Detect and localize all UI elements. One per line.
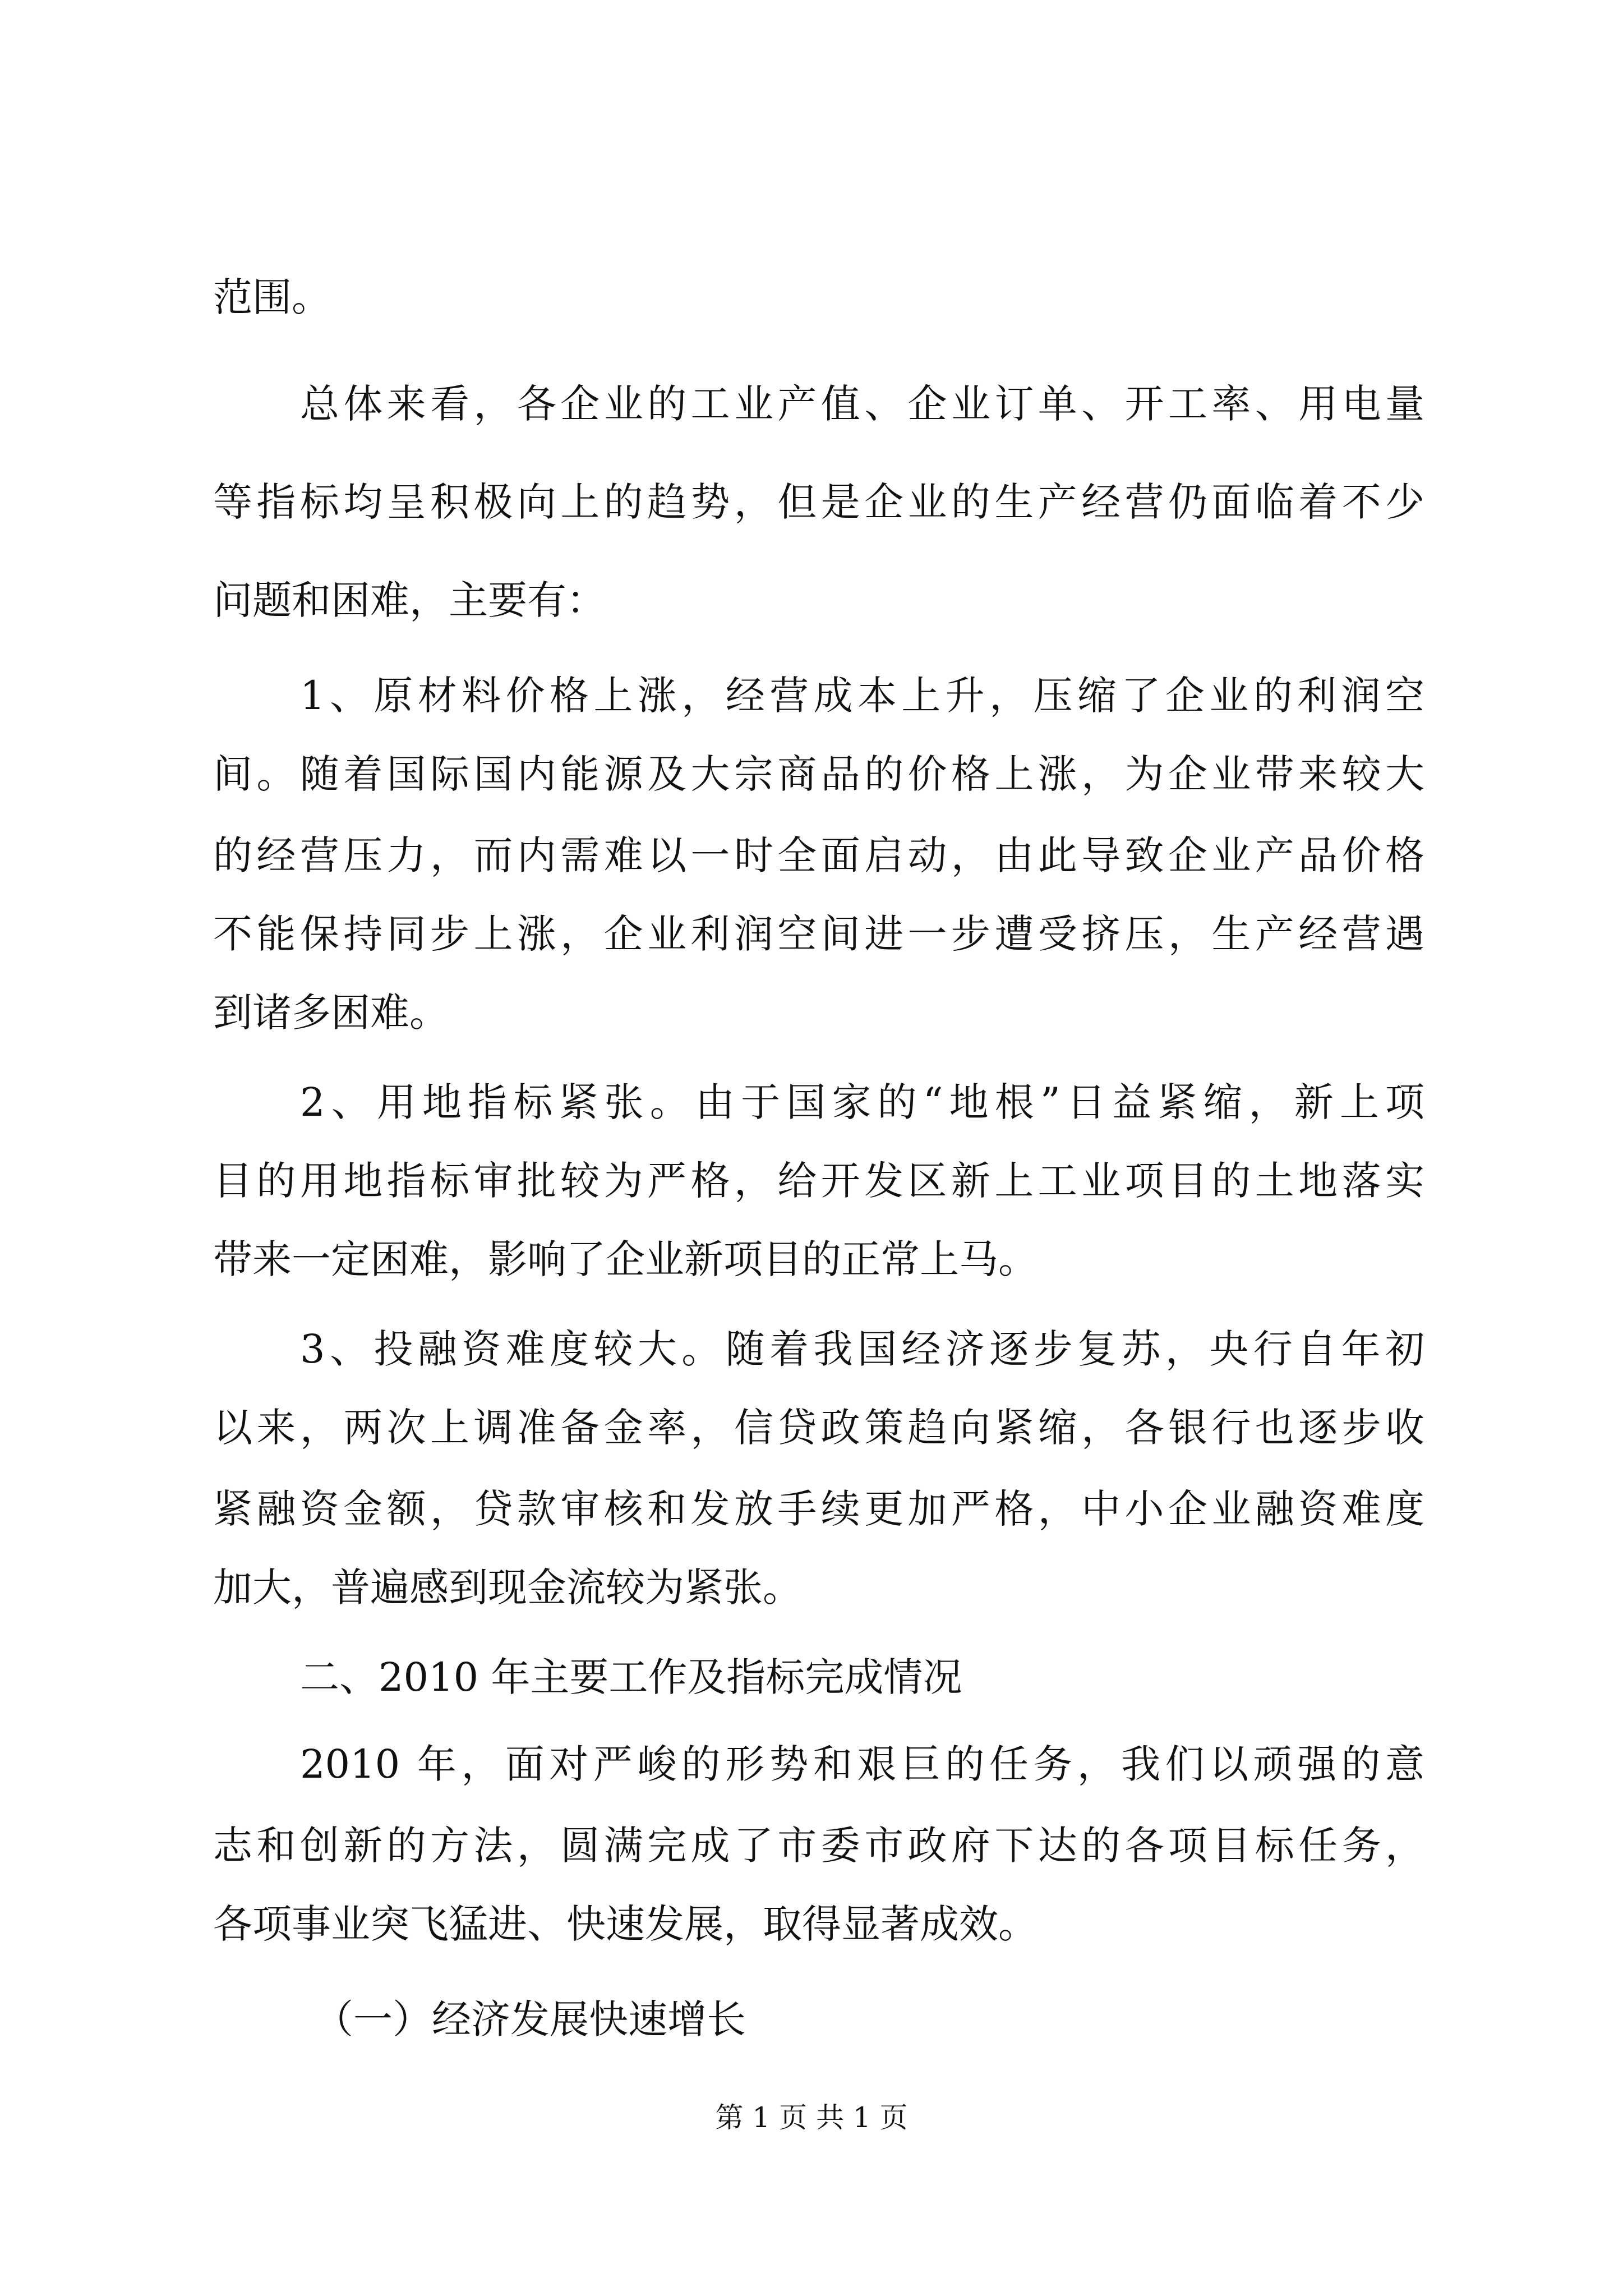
text-line-10: 2、用地指标紧张。由于国家的“地根”日益紧缩，新上项: [300, 1079, 1424, 1125]
text-line-1: 范围。: [213, 274, 331, 320]
text-line-14: 以来，两次上调准备金率，信贷政策趋向紧缩，各银行也逐步收: [213, 1405, 1424, 1451]
text-line-15: 紧融资金额，贷款审核和发放手续更加严格，中小企业融资难度: [213, 1486, 1424, 1532]
page-footer: 第 1 页 共 1 页: [715, 2101, 908, 2134]
text-line-18: 2010 年，面对严峻的形势和艰巨的任务，我们以顽强的意: [300, 1741, 1424, 1787]
text-line-6: 间。随着国际国内能源及大宗商品的价格上涨，为企业带来较大: [213, 751, 1424, 797]
text-line-19: 志和创新的方法，圆满完成了市委市政府下达的各项目标任务，: [213, 1823, 1424, 1869]
section-heading: 二、2010 年主要工作及指标完成情况: [300, 1654, 962, 1700]
text-line-8: 不能保持同步上涨，企业利润空间进一步遭受挤压，生产经营遇: [213, 911, 1424, 957]
text-line-5: 1、原材料价格上涨，经营成本上升，压缩了企业的利润空: [300, 673, 1424, 719]
text-line-16: 加大，普遍感到现金流较为紧张。: [213, 1565, 802, 1611]
text-line-2: 总体来看，各企业的工业产值、企业订单、开工率、用电量: [300, 381, 1424, 427]
text-line-4: 问题和困难，主要有：: [213, 577, 606, 623]
text-line-9: 到诸多困难。: [213, 990, 449, 1036]
subsection-heading: （一）经济发展快速增长: [314, 1996, 746, 2042]
text-line-3: 等指标均呈积极向上的趋势，但是企业的生产经营仍面临着不少: [213, 479, 1424, 525]
text-line-13: 3、投融资难度较大。随着我国经济逐步复苏，央行自年初: [300, 1326, 1424, 1372]
text-line-7: 的经营压力，而内需难以一时全面启动，由此导致企业产品价格: [213, 832, 1424, 878]
text-line-11: 目的用地指标审批较为严格，给开发区新上工业项目的土地落实: [213, 1158, 1424, 1204]
text-line-12: 带来一定困难，影响了企业新项目的正常上马。: [213, 1236, 1038, 1282]
text-line-20: 各项事业突飞猛进、快速发展，取得显著成效。: [213, 1901, 1038, 1947]
